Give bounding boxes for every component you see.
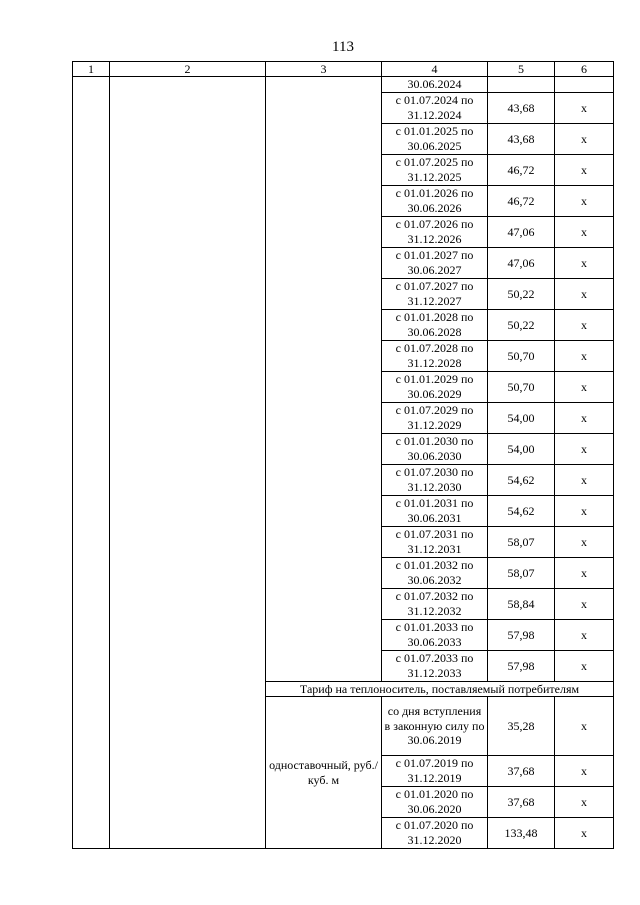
mark-cell: x [555,186,614,217]
value-cell [488,77,555,93]
header-col-2: 2 [110,62,266,77]
period-cell: с 01.07.2027 по 31.12.2027 [382,279,488,310]
value-cell: 57,98 [488,651,555,682]
mark-cell: x [555,465,614,496]
period-cell: с 01.07.2024 по 31.12.2024 [382,93,488,124]
column-3-cell [266,77,382,682]
header-col-4: 4 [382,62,488,77]
value-cell: 37,68 [488,756,555,787]
value-cell: 43,68 [488,124,555,155]
header-col-3: 3 [266,62,382,77]
value-cell: 54,62 [488,496,555,527]
value-cell: 50,22 [488,279,555,310]
period-cell: с 01.01.2020 по 30.06.2020 [382,787,488,818]
value-cell: 54,00 [488,403,555,434]
mark-cell: x [555,124,614,155]
mark-cell: x [555,155,614,186]
mark-cell: x [555,341,614,372]
period-cell: с 01.01.2026 по 30.06.2026 [382,186,488,217]
period-cell: с 01.07.2025 по 31.12.2025 [382,155,488,186]
period-cell: со дня вступления в законную силу по 30.06.2019 [382,697,488,756]
period-cell: 30.06.2024 [382,77,488,93]
continuation-row [73,77,614,93]
period-cell: с 01.01.2028 по 30.06.2028 [382,310,488,341]
period-cell: с 01.07.2020 по 31.12.2020 [382,818,488,849]
value-cell: 58,07 [488,527,555,558]
period-cell: с 01.07.2033 по 31.12.2033 [382,651,488,682]
value-cell: 50,22 [488,310,555,341]
value-cell: 133,48 [488,818,555,849]
period-cell: с 01.01.2033 по 30.06.2033 [382,620,488,651]
tariff-table [72,61,614,849]
value-cell: 46,72 [488,155,555,186]
mark-cell: x [555,217,614,248]
header-col-5: 5 [488,62,555,77]
mark-cell: x [555,93,614,124]
period-cell: с 01.01.2032 по 30.06.2032 [382,558,488,589]
value-cell: 43,68 [488,93,555,124]
mark-cell: x [555,697,614,756]
value-cell: 54,62 [488,465,555,496]
mark-cell: x [555,372,614,403]
value-cell: 58,07 [488,558,555,589]
mark-cell: x [555,620,614,651]
header-row [73,62,614,77]
value-cell: 47,06 [488,217,555,248]
mark-cell: x [555,756,614,787]
value-cell: 57,98 [488,620,555,651]
value-cell: 54,00 [488,434,555,465]
value-cell: 46,72 [488,186,555,217]
value-cell: 58,84 [488,589,555,620]
mark-cell: x [555,787,614,818]
period-cell: с 01.01.2027 по 30.06.2027 [382,248,488,279]
value-cell: 47,06 [488,248,555,279]
mark-cell: x [555,496,614,527]
mark-cell [555,77,614,93]
mark-cell: x [555,527,614,558]
mark-cell: x [555,651,614,682]
header-col-1: 1 [73,62,110,77]
section-title: Тариф на теплоноситель, поставляемый потребителям [266,682,614,697]
period-cell: с 01.01.2029 по 30.06.2029 [382,372,488,403]
mark-cell: x [555,248,614,279]
mark-cell: x [555,558,614,589]
mark-cell: x [555,403,614,434]
value-cell: 50,70 [488,372,555,403]
column-1-cell [73,77,110,849]
value-cell: 37,68 [488,787,555,818]
value-cell: 35,28 [488,697,555,756]
period-cell: с 01.07.2032 по 31.12.2032 [382,589,488,620]
value-cell: 50,70 [488,341,555,372]
period-cell: с 01.07.2019 по 31.12.2019 [382,756,488,787]
mark-cell: x [555,589,614,620]
period-cell: с 01.01.2025 по 30.06.2025 [382,124,488,155]
page-number: 113 [332,39,354,55]
mark-cell: x [555,818,614,849]
tariff-type-cell: одноставочный, руб./куб. м [266,697,382,849]
mark-cell: x [555,434,614,465]
header-col-6: 6 [555,62,614,77]
period-cell: с 01.07.2031 по 31.12.2031 [382,527,488,558]
mark-cell: x [555,310,614,341]
tariff-table-body [73,62,614,849]
period-cell: с 01.07.2030 по 31.12.2030 [382,465,488,496]
mark-cell: x [555,279,614,310]
period-cell: с 01.01.2030 по 30.06.2030 [382,434,488,465]
period-cell: с 01.07.2028 по 31.12.2028 [382,341,488,372]
period-cell: с 01.01.2031 по 30.06.2031 [382,496,488,527]
column-2-cell [110,77,266,849]
period-cell: с 01.07.2026 по 31.12.2026 [382,217,488,248]
period-cell: с 01.07.2029 по 31.12.2029 [382,403,488,434]
